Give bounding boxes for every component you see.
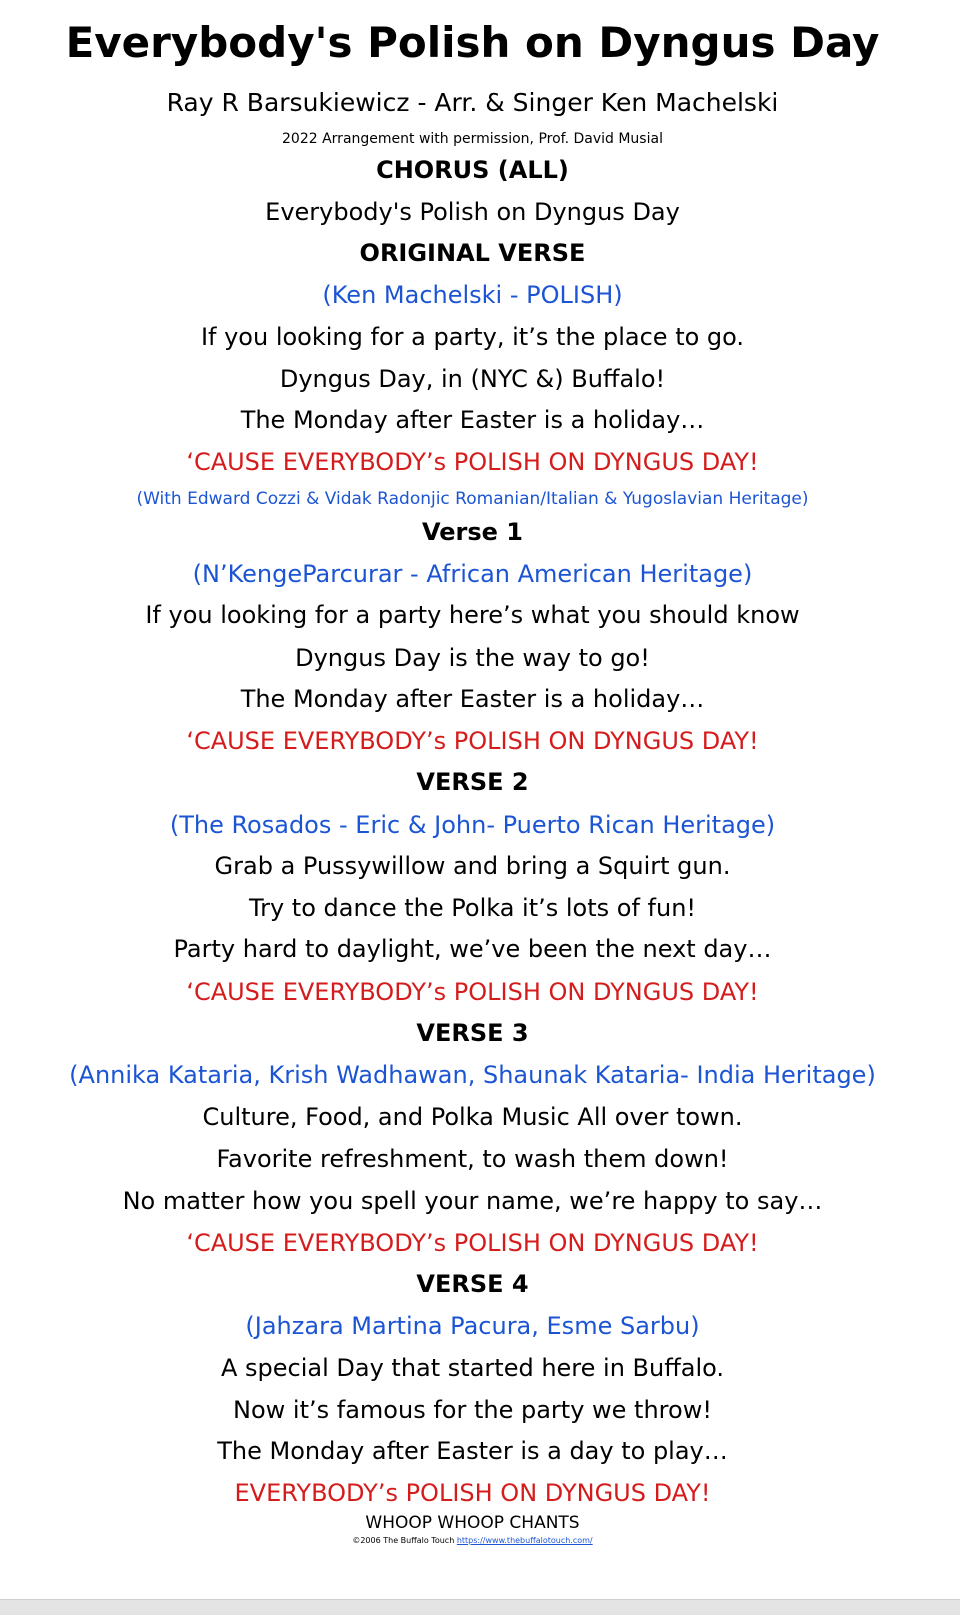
original-verse-line: If you looking for a party, it’s the place to go. [200, 323, 745, 351]
verse3-line: No matter how you spell your name, we’re happy to say… [122, 1187, 823, 1215]
verse2-heading: VERSE 2 [416, 768, 529, 796]
arrangement-note: 2022 Arrangement with permission, Prof. David Musial [282, 131, 663, 147]
verse1-heading: Verse 1 [422, 518, 523, 546]
verse4-refrain: EVERYBODY’s POLISH ON DYNGUS DAY! [234, 1479, 711, 1507]
verse4-heading: VERSE 4 [416, 1270, 529, 1298]
original-verse-performer: (Ken Machelski - POLISH) [322, 281, 623, 309]
original-verse-refrain: ‘CAUSE EVERYBODY’s POLISH ON DYNGUS DAY! [186, 448, 759, 476]
horizontal-scrollbar[interactable] [0, 1599, 960, 1615]
whoop-chants: WHOOP WHOOP CHANTS [365, 1513, 580, 1533]
verse3-line: Culture, Food, and Polka Music All over town. [202, 1103, 743, 1131]
copyright-text: ©2006 The Buffalo Touch [352, 1536, 455, 1545]
verse2-performer: (The Rosados - Eric & John- Puerto Rican Heritage) [169, 811, 776, 839]
original-verse-heritage-note: (With Edward Cozzi & Vidak Radonjic Romanian/Italian & Yugoslavian Heritage) [136, 489, 809, 509]
verse2-line: Try to dance the Polka it’s lots of fun! [248, 894, 697, 922]
verse1-line: Dyngus Day is the way to go! [295, 644, 650, 672]
original-verse-line: The Monday after Easter is a holiday… [240, 406, 705, 434]
verse1-refrain: ‘CAUSE EVERYBODY’s POLISH ON DYNGUS DAY! [186, 727, 759, 755]
page-margin-right [945, 0, 960, 1600]
verse3-heading: VERSE 3 [416, 1019, 529, 1047]
verse3-refrain: ‘CAUSE EVERYBODY’s POLISH ON DYNGUS DAY! [186, 1229, 759, 1257]
original-verse-line: Dyngus Day, in (NYC &) Buffalo! [279, 365, 666, 393]
verse2-line: Party hard to daylight, we’ve been the next day… [173, 935, 772, 963]
verse4-performer: (Jahzara Martina Pacura, Esme Sarbu) [245, 1312, 700, 1340]
copyright-line [0, 1536, 945, 1546]
verse1-line: If you looking for a party here’s what you should know [145, 601, 800, 629]
verse1-performer: (N’KengeParcurar - African American Heritage) [192, 560, 753, 588]
verse3-line: Favorite refreshment, to wash them down! [216, 1145, 729, 1173]
chorus-line: Everybody's Polish on Dyngus Day [265, 198, 680, 226]
credits-subtitle: Ray R Barsukiewicz - Arr. & Singer Ken Machelski [166, 88, 779, 117]
verse2-refrain: ‘CAUSE EVERYBODY’s POLISH ON DYNGUS DAY! [186, 978, 759, 1006]
page-title: Everybody's Polish on Dyngus Day [65, 18, 880, 67]
verse4-line: Now it’s famous for the party we throw! [233, 1396, 712, 1424]
verse4-line: A special Day that started here in Buffalo. [220, 1354, 725, 1382]
original-verse-heading: ORIGINAL VERSE [359, 239, 586, 267]
verse3-performer: (Annika Kataria, Krish Wadhawan, Shaunak Kataria- India Heritage) [69, 1061, 876, 1089]
verse4-line: The Monday after Easter is a day to play… [217, 1437, 728, 1465]
verse2-line: Grab a Pussywillow and bring a Squirt gun. [214, 852, 731, 880]
website-link[interactable]: https://www.thebuffalotouch.com/ [456, 1536, 593, 1545]
verse1-line: The Monday after Easter is a holiday… [240, 685, 705, 713]
chorus-heading: CHORUS (ALL) [376, 156, 569, 184]
